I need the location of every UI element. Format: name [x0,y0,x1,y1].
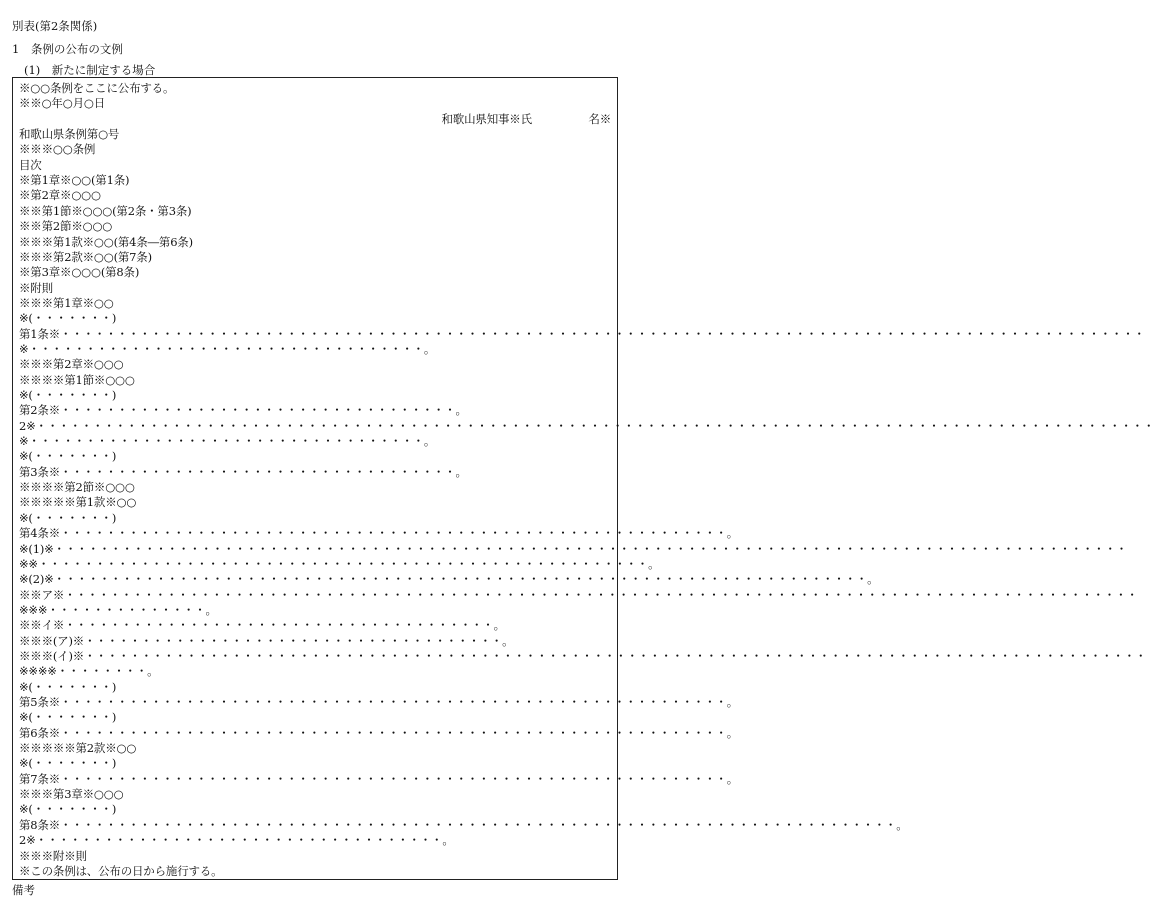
document-line: ※※・・・・・・・・・・・・・・・・・・・・・・・・・・・・・・・・・・・・・・・・・・・・・・・・・・・・・・。 [19,556,660,571]
document-line: ※(・・・・・・・) [19,449,117,464]
table-title: 別表(第2条関係) [12,19,98,33]
document-line: 和歌山県知事※氏 名※ [441,111,611,126]
document-line: ※※※第2章※○○○ [19,357,124,372]
document-line: ※※※※・・・・・・・・。 [19,664,159,679]
document-line: ※第2章※○○○ [19,188,101,203]
document-line: ※(・・・・・・・) [19,311,117,326]
document-line: ※附則 [19,280,53,295]
document-line: ※(・・・・・・・) [19,679,117,694]
document-line: ※・・・・・・・・・・・・・・・・・・・・・・・・・・・・・・・・・・・。 [19,341,436,356]
document-line: ※(・・・・・・・) [19,710,117,725]
document-line: 2※・・・・・・・・・・・・・・・・・・・・・・・・・・・・・・・・・・・・・・・・・・・・・・・・・・・・・・・・・・・・・・・・・・・・・・・・・・・・・・・・・・・・・・・・・・・・・・・・・・・ [19,418,1154,433]
document-line: 第2条※・・・・・・・・・・・・・・・・・・・・・・・・・・・・・・・・・・・。 [19,403,467,418]
document-line: ※※※※※第1款※○○ [19,495,137,510]
document-line: ※(・・・・・・・) [19,388,117,402]
document-line: ※※※第1款※○○(第4条―第6条) [19,234,193,249]
document-line: ※(1)※・・・・・・・・・・・・・・・・・・・・・・・・・・・・・・・・・・・・・・・・・・・・・・・・・・・・・・・・・・・・・・・・・・・・・・・・・・・・・・・・・・・・・・・・・・・・・・・ [19,541,1128,556]
document-line: ※※※※第2節※○○○ [19,480,135,495]
document-line: 2※・・・・・・・・・・・・・・・・・・・・・・・・・・・・・・・・・・・・。 [19,833,454,848]
document-line: ※※※(イ)※・・・・・・・・・・・・・・・・・・・・・・・・・・・・・・・・・・・・・・・・・・・・・・・・・・・・・・・・・・・・・・・・・・・・・・・・・・・・・・・・・・・・・・・・・・・・・・ [19,648,1147,663]
document-line: ※※※・・・・・・・・・・・・・・。 [19,602,217,617]
document-line: 第7条※・・・・・・・・・・・・・・・・・・・・・・・・・・・・・・・・・・・・・・・・・・・・・・・・・・・・・・・・・・・。 [19,771,739,786]
document-line: ※・・・・・・・・・・・・・・・・・・・・・・・・・・・・・・・・・・・。 [19,434,436,449]
document-line: ※※※第3章※○○○ [19,787,124,802]
document-line: 第8条※・・・・・・・・・・・・・・・・・・・・・・・・・・・・・・・・・・・・・・・・・・・・・・・・・・・・・・・・・・・・・・・・・・・・・・・・・・。 [19,817,908,832]
document-line: 第1条※・・・・・・・・・・・・・・・・・・・・・・・・・・・・・・・・・・・・・・・・・・・・・・・・・・・・・・・・・・・・・・・・・・・・・・・・・・・・・・・・・・・・・・・・・・・・・・・・ [19,326,1145,341]
document-line: ※(・・・・・・・) [19,802,117,817]
document-line: 和歌山県条例第○号 [19,127,120,142]
document-line: ※(・・・・・・・) [19,756,117,771]
document-line: ※第1章※○○(第1条) [19,173,130,188]
section-heading: 1 条例の公布の文例 [12,42,123,56]
document-line: ※※第2節※○○○ [19,219,113,234]
document-line: ※この条例は、公布の日から施行する。 [19,863,223,878]
document-line: 第6条※・・・・・・・・・・・・・・・・・・・・・・・・・・・・・・・・・・・・・・・・・・・・・・・・・・・・・・・・・・・。 [19,725,739,740]
subsection-heading: (1) 新たに制定する場合 [24,63,156,77]
document-line: 第4条※・・・・・・・・・・・・・・・・・・・・・・・・・・・・・・・・・・・・・・・・・・・・・・・・・・・・・・・・・・・。 [19,526,739,541]
document-line: ※※※○○条例 [19,142,96,157]
document-line: 第3条※・・・・・・・・・・・・・・・・・・・・・・・・・・・・・・・・・・・。 [19,464,467,479]
document-line: ※○○条例をここに公布する。 [19,81,175,95]
document-line: ※※※※第1節※○○○ [19,372,135,387]
document-line: ※※※附※則 [19,848,87,863]
ordinance-example-box [12,77,1154,880]
document-line: ※※※(ア)※・・・・・・・・・・・・・・・・・・・・・・・・・・・・・・・・・・・・・。 [19,633,514,648]
document-line: ※※第1節※○○○(第2条・第3条) [19,203,192,218]
document-line: ※※ア※・・・・・・・・・・・・・・・・・・・・・・・・・・・・・・・・・・・・・・・・・・・・・・・・・・・・・・・・・・・・・・・・・・・・・・・・・・・・・・・・・・・・・・・・・・・・・・・ [19,587,1138,602]
document-line: ※(・・・・・・・) [19,510,117,525]
document-line: ※(2)※・・・・・・・・・・・・・・・・・・・・・・・・・・・・・・・・・・・・・・・・・・・・・・・・・・・・・・・・・・・・・・・・・・・・・・・・。 [19,572,879,587]
document-line: ※※※第1章※○○ [19,295,114,310]
document-line: ※第3章※○○○(第8条) [19,265,140,280]
document-line: ※※※※※第2款※○○ [19,741,137,756]
document-line: ※※○年○月○日 [19,96,106,111]
document-line: ※※イ※・・・・・・・・・・・・・・・・・・・・・・・・・・・・・・・・・・・・・・。 [19,618,505,633]
remarks-label: 備考 [12,883,35,897]
document-line: 第5条※・・・・・・・・・・・・・・・・・・・・・・・・・・・・・・・・・・・・・・・・・・・・・・・・・・・・・・・・・・・。 [19,695,739,709]
document-line: 目次 [19,157,42,172]
document-line: ※※※第2款※○○(第7条) [19,249,152,264]
